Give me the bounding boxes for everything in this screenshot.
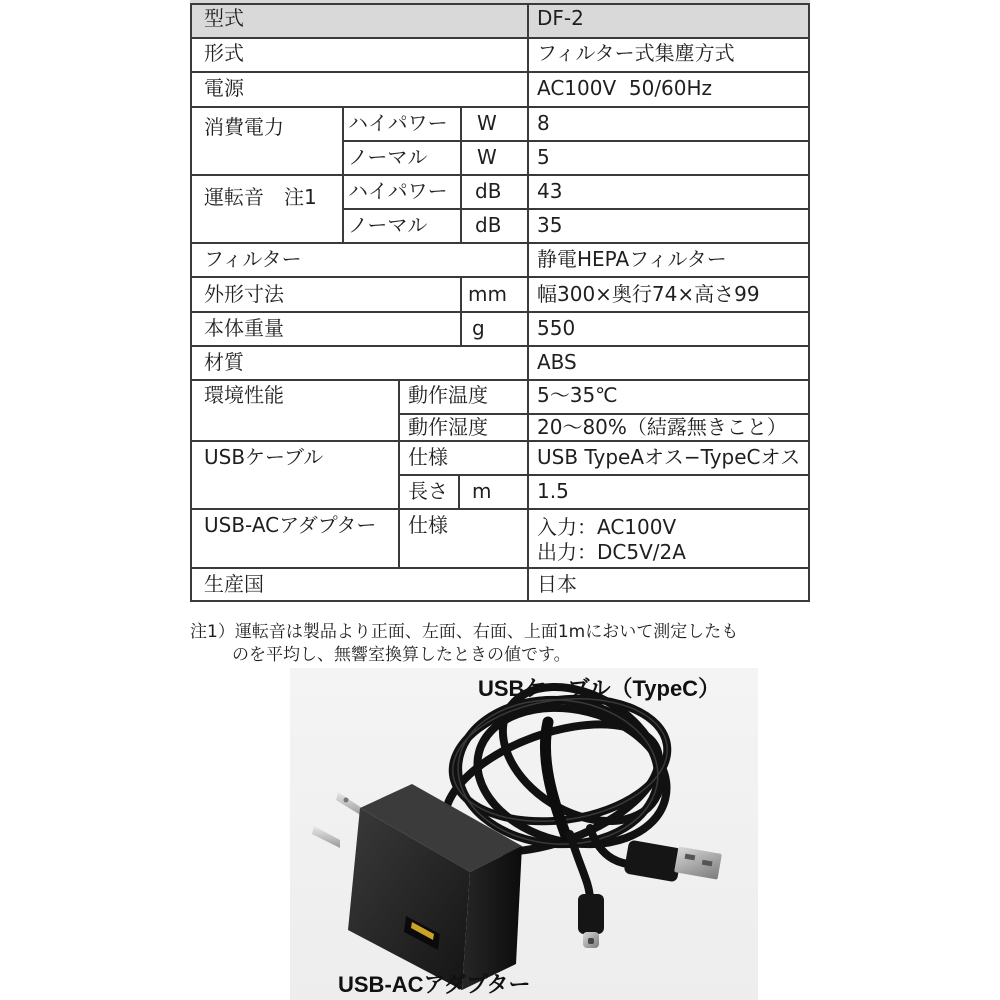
noise-high-label: ハイパワー (348, 179, 448, 203)
noise-label: 運転音 注1 (204, 185, 317, 209)
rule (190, 379, 810, 381)
weight-unit: g (472, 316, 485, 340)
rule (190, 600, 810, 602)
weight-label: 本体重量 (204, 316, 284, 340)
rule (398, 474, 810, 476)
rule (398, 379, 400, 567)
rule (342, 140, 810, 142)
rule (460, 106, 462, 242)
consumption-unit: W (477, 111, 497, 135)
rule (190, 37, 810, 39)
rule (190, 3, 810, 5)
table-header-background (190, 0, 810, 37)
filter-value: 静電HEPAフィルター (537, 247, 727, 271)
noise-normal-value: 35 (537, 213, 563, 237)
dimensions-label: 外形寸法 (204, 282, 284, 306)
spec-table (190, 0, 810, 602)
rule (190, 311, 810, 313)
rule (190, 276, 810, 278)
temp-value: 5〜35℃ (537, 383, 618, 407)
usb-cable-spec-label: 仕様 (408, 445, 448, 469)
usb-cable-length-unit: m (472, 479, 492, 503)
usb-a-connector (623, 840, 721, 883)
rule (527, 3, 529, 602)
rule (190, 106, 810, 108)
usb-cable-label: USBケーブル (204, 445, 324, 469)
noise-unit: dB (475, 179, 502, 203)
usb-cable-length-value: 1.5 (537, 479, 569, 503)
origin-value: 日本 (537, 572, 577, 596)
product-photo (290, 668, 758, 1000)
model-label: 型式 (204, 6, 244, 30)
consumption-normal-value: 5 (537, 145, 550, 169)
dimensions-unit: mm (468, 282, 507, 306)
footnote-line-1: 注1）運転音は製品より正面、左面、右面、上面1mにおいて測定したも (190, 622, 739, 642)
temp-label: 動作温度 (408, 383, 488, 407)
rule (190, 440, 810, 442)
origin-label: 生産国 (204, 572, 264, 596)
usb-cable-length-label: 長さ (408, 479, 448, 503)
rule (190, 242, 810, 244)
product-illustration (290, 668, 758, 1000)
type-value: フィルター式集塵方式 (537, 41, 735, 65)
adapter-label: USB-ACアダプター (204, 513, 377, 537)
noise-unit: dB (475, 213, 502, 237)
rule (190, 567, 810, 569)
usb-cable-spec-value: USB TypeAオス−TypeCオス (537, 445, 801, 469)
consumption-high-label: ハイパワー (348, 111, 448, 135)
dimensions-value: 幅300×奥行74×高さ99 (537, 282, 760, 306)
adapter-output: 出力：DC5V/2A (537, 540, 686, 564)
rule (342, 106, 344, 242)
power-label: 電源 (204, 76, 244, 100)
rule (190, 71, 810, 73)
usb-c-connector (578, 894, 604, 948)
rule (190, 345, 810, 347)
power-value: AC100V 50/60Hz (537, 76, 713, 100)
rule (808, 3, 810, 602)
rule (190, 3, 192, 602)
humidity-label: 動作湿度 (408, 415, 488, 439)
humidity-value: 20〜80%（結露無きこと） (537, 415, 787, 439)
footnote-line-2: のを平均し、無響室換算したときの値です。 (232, 645, 571, 665)
type-label: 形式 (204, 41, 244, 65)
rule (342, 208, 810, 210)
rule (190, 508, 810, 510)
consumption-unit: W (477, 145, 497, 169)
adapter-input: 入力：AC100V (537, 515, 677, 539)
noise-normal-label: ノーマル (348, 213, 428, 237)
material-label: 材質 (204, 350, 244, 374)
cable-caption: USBケーブル（TypeC） (478, 676, 721, 701)
consumption-high-value: 8 (537, 111, 550, 135)
adapter-spec-label: 仕様 (408, 513, 448, 537)
model-value: DF-2 (537, 6, 584, 30)
environment-label: 環境性能 (204, 383, 284, 407)
consumption-label: 消費電力 (204, 115, 284, 139)
noise-high-value: 43 (537, 179, 563, 203)
rule (190, 174, 810, 176)
rule (460, 276, 462, 345)
consumption-normal-label: ノーマル (348, 145, 428, 169)
rule (458, 474, 460, 508)
adapter-caption: USB-ACアダプター (338, 972, 531, 997)
material-value: ABS (537, 350, 577, 374)
filter-label: フィルター (204, 247, 302, 271)
weight-value: 550 (537, 316, 576, 340)
